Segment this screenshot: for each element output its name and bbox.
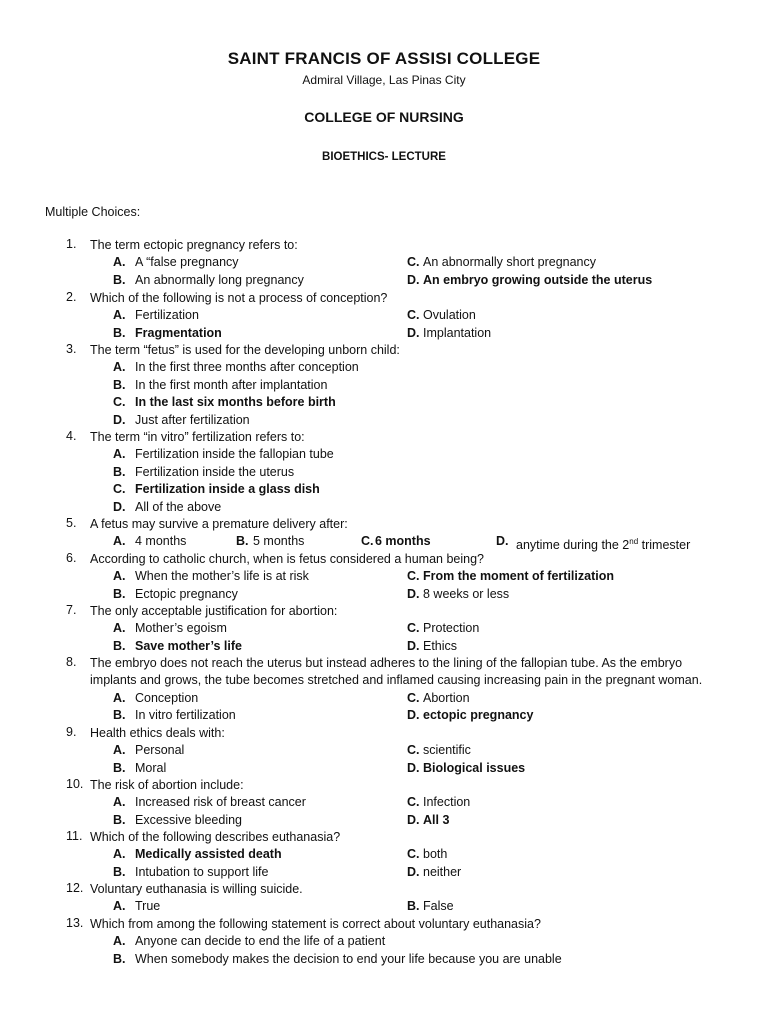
question-text: The term “fetus” is used for the developing unborn child:: [90, 343, 400, 357]
option-text: [135, 568, 309, 585]
option-letter: A.: [113, 569, 126, 584]
option-text: [423, 812, 449, 829]
option-letter: C.: [407, 847, 420, 862]
option-letter: B.: [113, 272, 126, 287]
question-number: 12.: [66, 881, 84, 895]
department-title: COLLEGE OF NURSING: [304, 109, 464, 125]
option-letter: A.: [113, 255, 126, 270]
option-text: [375, 533, 431, 550]
option-text-main: When somebody makes the decision to end your life because you are unable: [135, 951, 562, 966]
option-letter: B.: [113, 464, 126, 479]
option-letter: D.: [407, 638, 420, 653]
question-text: Which of the following describes euthanasia?: [90, 830, 341, 844]
option-text-main: Ethics: [423, 638, 458, 653]
option-letter: C.: [407, 690, 420, 705]
option-letter: A.: [113, 447, 126, 462]
option-letter: C.: [407, 255, 420, 270]
option-text: [135, 951, 562, 968]
option-letter: C.: [407, 308, 420, 323]
question-text: According to catholic church, when is fetus considered a human being?: [90, 552, 484, 566]
option-text: [423, 898, 454, 915]
option-letter: A.: [113, 360, 126, 375]
option-text: [135, 359, 359, 376]
option-text-main: 5 months: [253, 534, 305, 549]
option-text-main: An abnormally long pregnancy: [135, 272, 304, 287]
question-text: Which of the following is not a process of conception?: [90, 291, 388, 305]
option-letter: B.: [113, 325, 126, 340]
option-text: [253, 533, 304, 550]
option-text: [135, 846, 282, 863]
option-text: [423, 864, 461, 881]
question-text: The only acceptable justification for abortion:: [90, 604, 338, 618]
option-text-main: Excessive bleeding: [135, 812, 243, 827]
option-letter: D.: [407, 325, 420, 340]
option-letter: B.: [407, 899, 420, 914]
option-text: [135, 794, 306, 811]
option-letter: A.: [113, 899, 126, 914]
option-text: [135, 586, 238, 603]
option-text-main: Biological issues: [423, 760, 526, 775]
option-letter: B.: [113, 708, 126, 723]
question-number: 10.: [66, 777, 84, 791]
option-text: [423, 620, 479, 637]
option-text-main: Ovulation: [423, 308, 476, 323]
option-text-main: In the first three months after conception: [135, 360, 359, 375]
option-text: [135, 394, 336, 411]
option-text: [135, 760, 166, 777]
option-text-main: Ectopic pregnancy: [135, 586, 238, 601]
section-label: Multiple Choices:: [45, 205, 141, 219]
option-text-main: Medically assisted death: [135, 847, 282, 862]
option-text: [423, 846, 447, 863]
option-letter: B.: [236, 534, 249, 549]
question-text: Health ethics deals with:: [90, 726, 225, 740]
option-text: [135, 377, 327, 394]
option-text-main: Mother’s egoism: [135, 621, 227, 636]
option-text-main: both: [423, 847, 448, 862]
option-text-main: Personal: [135, 743, 185, 758]
option-superscript: nd: [629, 537, 639, 547]
option-text: [135, 412, 250, 429]
question-text: The term ectopic pregnancy refers to:: [90, 238, 298, 252]
question-text: Which from among the following statement is correct about voluntary euthanasia?: [90, 917, 541, 931]
option-text-main: Fertilization inside a glass dish: [135, 482, 320, 497]
option-text: [135, 690, 198, 707]
option-text: [423, 794, 470, 811]
option-letter: A.: [113, 621, 126, 636]
option-text: [423, 760, 525, 777]
question-number: 5.: [66, 516, 77, 530]
option-text-main: In vitro fertilization: [135, 708, 236, 723]
option-text-main: Anyone can decide to end the life of a patient: [135, 934, 386, 949]
question-number: 1.: [66, 237, 77, 251]
option-letter: D.: [496, 534, 509, 549]
option-letter: A.: [113, 795, 126, 810]
option-text: [423, 638, 457, 655]
option-text-main: Fragmentation: [135, 325, 222, 340]
option-letter: A.: [113, 690, 126, 705]
option-text: [423, 568, 614, 585]
option-text: [423, 272, 652, 289]
option-text: [135, 707, 236, 724]
option-text-main: Intubation to support life: [135, 864, 269, 879]
option-text: [423, 586, 509, 603]
question-number: 13.: [66, 916, 84, 930]
option-text-main: When the mother’s life is at risk: [135, 569, 309, 584]
option-text-main: Fertilization inside the uterus: [135, 464, 295, 479]
option-text: [135, 325, 222, 342]
option-text: [135, 307, 199, 324]
option-text-main: Abortion: [423, 690, 470, 705]
option-letter: B.: [113, 951, 126, 966]
option-text-main: Infection: [423, 795, 471, 810]
option-letter: C.: [113, 482, 126, 497]
option-text-main: All of the above: [135, 499, 222, 514]
question-number: 2.: [66, 290, 77, 304]
question-number: 3.: [66, 342, 77, 356]
option-text: [135, 898, 160, 915]
option-letter: D.: [407, 812, 420, 827]
option-text: [135, 812, 242, 829]
question-text: The risk of abortion include:: [90, 778, 244, 792]
option-text: [135, 864, 268, 881]
option-text-main: All 3: [423, 812, 450, 827]
option-text-main: neither: [423, 864, 462, 879]
college-address: Admiral Village, Las Pinas City: [302, 73, 466, 87]
option-letter: D.: [407, 760, 420, 775]
option-text-main: anytime during the 2: [516, 538, 630, 553]
option-letter: C.: [361, 534, 374, 549]
option-text-main: An embryo growing outside the uterus: [423, 272, 653, 287]
option-text-main: 4 months: [135, 534, 187, 549]
option-text: [135, 742, 184, 759]
course-title: BIOETHICS- LECTURE: [322, 151, 446, 163]
option-letter: D.: [113, 499, 126, 514]
option-letter: A.: [113, 847, 126, 862]
question-text: Voluntary euthanasia is willing suicide.: [90, 882, 303, 896]
option-letter: C.: [113, 395, 126, 410]
option-text-main: In the first month after implantation: [135, 377, 328, 392]
option-letter: A.: [113, 534, 126, 549]
option-text: [423, 707, 533, 724]
option-letter: C.: [407, 621, 420, 636]
option-text: [135, 933, 385, 950]
option-letter: B.: [113, 864, 126, 879]
option-text: [135, 446, 334, 463]
option-text-main: Increased risk of breast cancer: [135, 795, 306, 810]
question-text: The term “in vitro” fertilization refers to:: [90, 430, 305, 444]
question-text: The embryo does not reach the uterus but instead adheres to the lining of the fallopian tube. As the embryo: [90, 656, 683, 670]
option-text-main: Implantation: [423, 325, 492, 340]
option-letter: C.: [407, 743, 420, 758]
option-text-main: An abnormally short pregnancy: [423, 255, 597, 270]
option-letter: C.: [407, 795, 420, 810]
option-text-main: scientific: [423, 743, 471, 758]
option-text-main: 8 weeks or less: [423, 586, 510, 601]
option-text: [135, 533, 186, 550]
option-letter: A.: [113, 308, 126, 323]
option-text-main: Save mother’s life: [135, 638, 242, 653]
option-text-main: Just after fertilization: [135, 412, 250, 427]
option-text-main: True: [135, 899, 161, 914]
option-letter: A.: [113, 934, 126, 949]
option-text: [135, 499, 221, 516]
option-letter: A.: [113, 743, 126, 758]
option-text: [135, 272, 304, 289]
question-number: 9.: [66, 725, 77, 739]
option-text-main: Protection: [423, 621, 480, 636]
option-text: [135, 481, 320, 498]
option-text: [423, 307, 476, 324]
college-title: SAINT FRANCIS OF ASSISI COLLEGE: [227, 49, 541, 68]
option-text-main: Conception: [135, 690, 199, 705]
option-letter: D.: [407, 708, 420, 723]
option-text-main: Moral: [135, 760, 167, 775]
option-text: [423, 254, 596, 271]
option-letter: B.: [113, 638, 126, 653]
question-number: 7.: [66, 603, 77, 617]
question-number: 6.: [66, 551, 77, 565]
option-text-tail: trimester: [638, 538, 691, 553]
option-letter: B.: [113, 760, 126, 775]
option-letter: D.: [407, 272, 420, 287]
option-letter: C.: [407, 569, 420, 584]
option-letter: B.: [113, 586, 126, 601]
question-text: A fetus may survive a premature delivery after:: [90, 517, 348, 531]
question-number: 4.: [66, 429, 77, 443]
option-text: [423, 742, 471, 759]
option-text: [135, 620, 227, 637]
option-text: [135, 254, 239, 271]
option-letter: B.: [113, 812, 126, 827]
option-text-main: ectopic pregnancy: [423, 708, 534, 723]
option-letter: D.: [407, 864, 420, 879]
option-text-main: False: [423, 899, 454, 914]
question-text-continued: implants and grows, the tube becomes stretched and inflamed causing increasing pain in the pregnant woman.: [90, 673, 703, 688]
option-letter: B.: [113, 377, 126, 392]
option-text: [423, 325, 491, 342]
option-text: [423, 690, 470, 707]
option-text-main: 6 months: [375, 534, 431, 549]
option-text-main: In the last six months before birth: [135, 395, 336, 410]
option-letter: D.: [407, 586, 420, 601]
question-number: 11.: [66, 829, 83, 843]
option-letter: D.: [113, 412, 126, 427]
option-text: [135, 464, 294, 481]
option-text-main: A “false pregnancy: [135, 255, 239, 270]
option-text-main: Fertilization: [135, 308, 199, 323]
option-text: [135, 638, 242, 655]
question-number: 8.: [66, 655, 77, 669]
option-text-main: From the moment of fertilization: [423, 569, 614, 584]
option-text-main: Fertilization inside the fallopian tube: [135, 447, 334, 462]
